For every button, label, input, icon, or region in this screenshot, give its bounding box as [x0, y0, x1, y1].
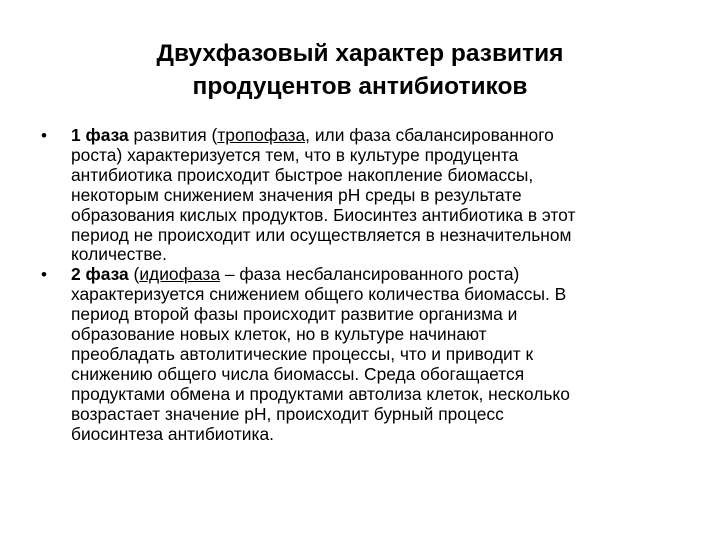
slide-title [60, 37, 660, 103]
phase-2-term: идиофаза [139, 264, 221, 285]
bullet-dot-icon: • [41, 265, 47, 285]
phase-1-line: период не происходит или осуществляется в незначительном [71, 224, 572, 245]
bullet-dot-icon: • [41, 126, 47, 145]
phase-1-label: 1 фаза [71, 125, 129, 145]
phase-2-line: период второй фазы происходит развитие организма и [71, 304, 518, 325]
phase-1-line: роста) характеризуется тем, что в культуре продуцента [71, 144, 519, 165]
phase-2-text-a: ( [128, 264, 140, 285]
phase-1-line: образования кислых продуктов. Биосинтез антибиотика в этот [71, 204, 576, 225]
phase-2-line-1 [71, 265, 711, 285]
phase-1-text-b: , или фаза сбалансированного [305, 125, 554, 145]
phase-1-text [71, 126, 711, 265]
phase-2-line: преобладать автолитические процессы, что и приводит к [71, 343, 534, 364]
phase-1-term: тропофаза [217, 125, 306, 145]
phase-1-line: количестве. [71, 244, 167, 265]
bullet-phase-2 [0, 265, 720, 444]
bullet-phase-1 [0, 126, 720, 265]
phase-1-text-a: развития ( [128, 125, 218, 145]
title-line-2: продуцентов антибиотиков [192, 73, 528, 100]
phase-2-line: характеризуется снижением общего количества биомассы. В [71, 284, 567, 305]
phase-2-text [71, 265, 711, 444]
phase-1-line-1 [71, 126, 711, 146]
phase-1-line: некоторым снижением значения рН среды в результате [71, 184, 522, 205]
title-line-1: Двухфазовый характер развития [156, 40, 564, 67]
phase-2-line: биосинтеза антибиотика. [71, 423, 274, 444]
phase-2-text-b: – фаза несбалансированного роста) [220, 264, 520, 285]
phase-2-line: снижению общего числа биомассы. Среда обогащается [71, 363, 525, 384]
phase-2-label: 2 фаза [71, 264, 129, 285]
phase-2-line: образование новых клеток, но в культуре начинают [71, 324, 487, 345]
phase-2-line: продуктами обмена и продуктами автолиза клеток, несколько [71, 383, 570, 404]
phase-2-line: возрастает значение рН, происходит бурный процесс [71, 403, 504, 424]
phase-1-line: антибиотика происходит быстрое накопление биомассы, [71, 164, 534, 185]
bullet-list [0, 126, 720, 445]
